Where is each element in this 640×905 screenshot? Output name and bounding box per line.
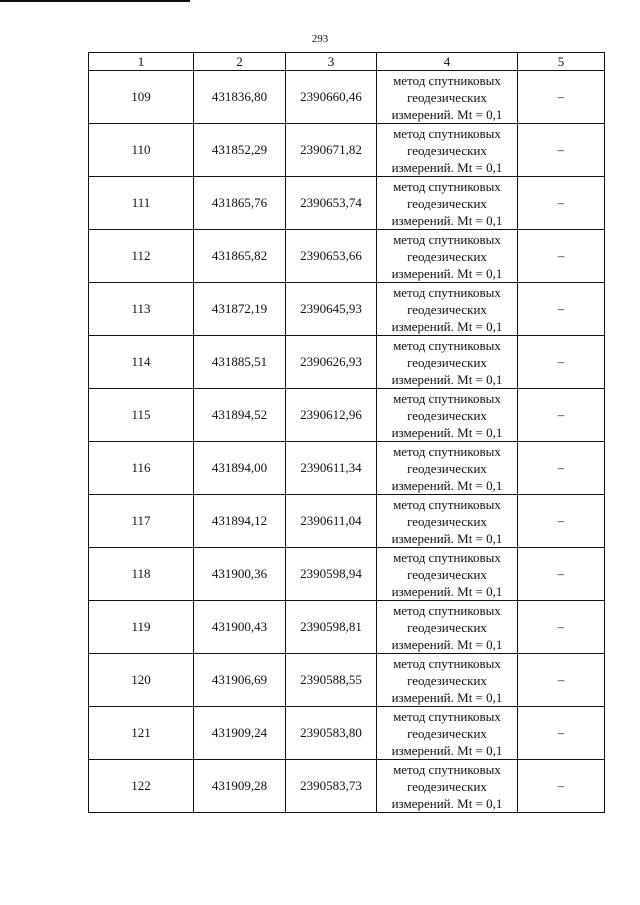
column-header: 2 xyxy=(194,53,286,71)
point-number-cell: 119 xyxy=(89,601,194,654)
method-line: геодезических xyxy=(407,513,487,529)
page-number: 293 xyxy=(311,33,329,45)
note-cell: – xyxy=(518,707,605,760)
note-cell: – xyxy=(518,654,605,707)
y-coordinate-cell: 2390588,55 xyxy=(286,654,377,707)
method-line: метод спутниковых xyxy=(393,708,501,724)
method-line: измерений. Mt = 0,1 xyxy=(391,212,503,228)
y-coordinate-cell: 2390645,93 xyxy=(286,283,377,336)
y-coordinate-cell: 2390626,93 xyxy=(286,336,377,389)
point-number-cell: 113 xyxy=(89,283,194,336)
point-number-cell: 111 xyxy=(89,177,194,230)
method-line: метод спутниковых xyxy=(393,761,501,777)
method-cell xyxy=(377,336,518,389)
method-line: геодезических xyxy=(407,672,487,688)
method-line: геодезических xyxy=(407,460,487,476)
table-row xyxy=(89,283,605,336)
y-coordinate-cell: 2390653,74 xyxy=(286,177,377,230)
y-coordinate-cell: 2390653,66 xyxy=(286,230,377,283)
method-cell xyxy=(377,548,518,601)
x-coordinate-cell: 431894,52 xyxy=(194,389,286,442)
x-coordinate-cell: 431909,24 xyxy=(194,707,286,760)
table-row xyxy=(89,442,605,495)
method-line: измерений. Mt = 0,1 xyxy=(391,477,503,493)
x-coordinate-cell: 431900,43 xyxy=(194,601,286,654)
method-line: метод спутниковых xyxy=(393,125,501,141)
method-line: измерений. Mt = 0,1 xyxy=(391,583,503,599)
method-line: измерений. Mt = 0,1 xyxy=(391,636,503,652)
point-number-cell: 115 xyxy=(89,389,194,442)
method-line: метод спутниковых xyxy=(393,602,501,618)
method-line: метод спутниковых xyxy=(393,231,501,247)
method-line: метод спутниковых xyxy=(393,443,501,459)
method-line: измерений. Mt = 0,1 xyxy=(391,742,503,758)
method-line: геодезических xyxy=(407,407,487,423)
method-line: измерений. Mt = 0,1 xyxy=(391,424,503,440)
method-cell xyxy=(377,601,518,654)
x-coordinate-cell: 431894,00 xyxy=(194,442,286,495)
y-coordinate-cell: 2390598,81 xyxy=(286,601,377,654)
point-number-cell: 114 xyxy=(89,336,194,389)
method-line: геодезических xyxy=(407,89,487,105)
point-number-cell: 109 xyxy=(89,71,194,124)
note-cell: – xyxy=(518,230,605,283)
method-line: метод спутниковых xyxy=(393,655,501,671)
table-row xyxy=(89,177,605,230)
method-line: измерений. Mt = 0,1 xyxy=(391,318,503,334)
x-coordinate-cell: 431900,36 xyxy=(194,548,286,601)
note-cell: – xyxy=(518,760,605,813)
y-coordinate-cell: 2390671,82 xyxy=(286,124,377,177)
table-body xyxy=(89,53,605,813)
x-coordinate-cell: 431872,19 xyxy=(194,283,286,336)
method-cell xyxy=(377,230,518,283)
method-line: геодезических xyxy=(407,301,487,317)
method-cell xyxy=(377,707,518,760)
method-line: геодезических xyxy=(407,195,487,211)
method-cell xyxy=(377,283,518,336)
y-coordinate-cell: 2390611,04 xyxy=(286,495,377,548)
method-line: измерений. Mt = 0,1 xyxy=(391,371,503,387)
table-row xyxy=(89,71,605,124)
table-row xyxy=(89,336,605,389)
column-header: 4 xyxy=(377,53,518,71)
table-row xyxy=(89,548,605,601)
method-line: измерений. Mt = 0,1 xyxy=(391,795,503,811)
x-coordinate-cell: 431865,76 xyxy=(194,177,286,230)
note-cell: – xyxy=(518,177,605,230)
note-cell: – xyxy=(518,283,605,336)
table-row xyxy=(89,495,605,548)
method-line: метод спутниковых xyxy=(393,284,501,300)
x-coordinate-cell: 431909,28 xyxy=(194,760,286,813)
method-cell xyxy=(377,442,518,495)
method-cell xyxy=(377,71,518,124)
x-coordinate-cell: 431906,69 xyxy=(194,654,286,707)
method-cell xyxy=(377,177,518,230)
point-number-cell: 118 xyxy=(89,548,194,601)
note-cell: – xyxy=(518,601,605,654)
table-header-row xyxy=(89,53,605,71)
method-line: геодезических xyxy=(407,142,487,158)
column-header: 5 xyxy=(518,53,605,71)
note-cell: – xyxy=(518,124,605,177)
note-cell: – xyxy=(518,548,605,601)
y-coordinate-cell: 2390660,46 xyxy=(286,71,377,124)
y-coordinate-cell: 2390612,96 xyxy=(286,389,377,442)
x-coordinate-cell: 431865,82 xyxy=(194,230,286,283)
method-line: измерений. Mt = 0,1 xyxy=(391,689,503,705)
method-line: метод спутниковых xyxy=(393,72,501,88)
table-row xyxy=(89,654,605,707)
method-line: измерений. Mt = 0,1 xyxy=(391,530,503,546)
point-number-cell: 116 xyxy=(89,442,194,495)
table-row xyxy=(89,389,605,442)
point-number-cell: 112 xyxy=(89,230,194,283)
method-line: метод спутниковых xyxy=(393,337,501,353)
note-cell: – xyxy=(518,442,605,495)
y-coordinate-cell: 2390583,80 xyxy=(286,707,377,760)
method-line: метод спутниковых xyxy=(393,178,501,194)
point-number-cell: 110 xyxy=(89,124,194,177)
method-line: метод спутниковых xyxy=(393,549,501,565)
method-cell xyxy=(377,124,518,177)
table-row xyxy=(89,601,605,654)
table-row xyxy=(89,230,605,283)
note-cell: – xyxy=(518,495,605,548)
column-header: 1 xyxy=(89,53,194,71)
header-rule xyxy=(0,0,190,2)
method-line: метод спутниковых xyxy=(393,496,501,512)
note-cell: – xyxy=(518,336,605,389)
point-number-cell: 121 xyxy=(89,707,194,760)
method-cell xyxy=(377,495,518,548)
point-number-cell: 120 xyxy=(89,654,194,707)
method-cell xyxy=(377,654,518,707)
coordinates-table xyxy=(88,52,605,813)
method-line: метод спутниковых xyxy=(393,390,501,406)
x-coordinate-cell: 431836,80 xyxy=(194,71,286,124)
x-coordinate-cell: 431894,12 xyxy=(194,495,286,548)
note-cell: – xyxy=(518,389,605,442)
table-row xyxy=(89,124,605,177)
method-line: геодезических xyxy=(407,619,487,635)
method-line: геодезических xyxy=(407,566,487,582)
method-line: измерений. Mt = 0,1 xyxy=(391,106,503,122)
point-number-cell: 122 xyxy=(89,760,194,813)
method-line: геодезических xyxy=(407,725,487,741)
table-row xyxy=(89,760,605,813)
method-line: геодезических xyxy=(407,248,487,264)
method-cell xyxy=(377,760,518,813)
column-header: 3 xyxy=(286,53,377,71)
y-coordinate-cell: 2390583,73 xyxy=(286,760,377,813)
note-cell: – xyxy=(518,71,605,124)
x-coordinate-cell: 431885,51 xyxy=(194,336,286,389)
method-line: измерений. Mt = 0,1 xyxy=(391,265,503,281)
method-line: геодезических xyxy=(407,778,487,794)
table-row xyxy=(89,707,605,760)
point-number-cell: 117 xyxy=(89,495,194,548)
method-line: измерений. Mt = 0,1 xyxy=(391,159,503,175)
y-coordinate-cell: 2390598,94 xyxy=(286,548,377,601)
x-coordinate-cell: 431852,29 xyxy=(194,124,286,177)
y-coordinate-cell: 2390611,34 xyxy=(286,442,377,495)
method-line: геодезических xyxy=(407,354,487,370)
method-cell xyxy=(377,389,518,442)
